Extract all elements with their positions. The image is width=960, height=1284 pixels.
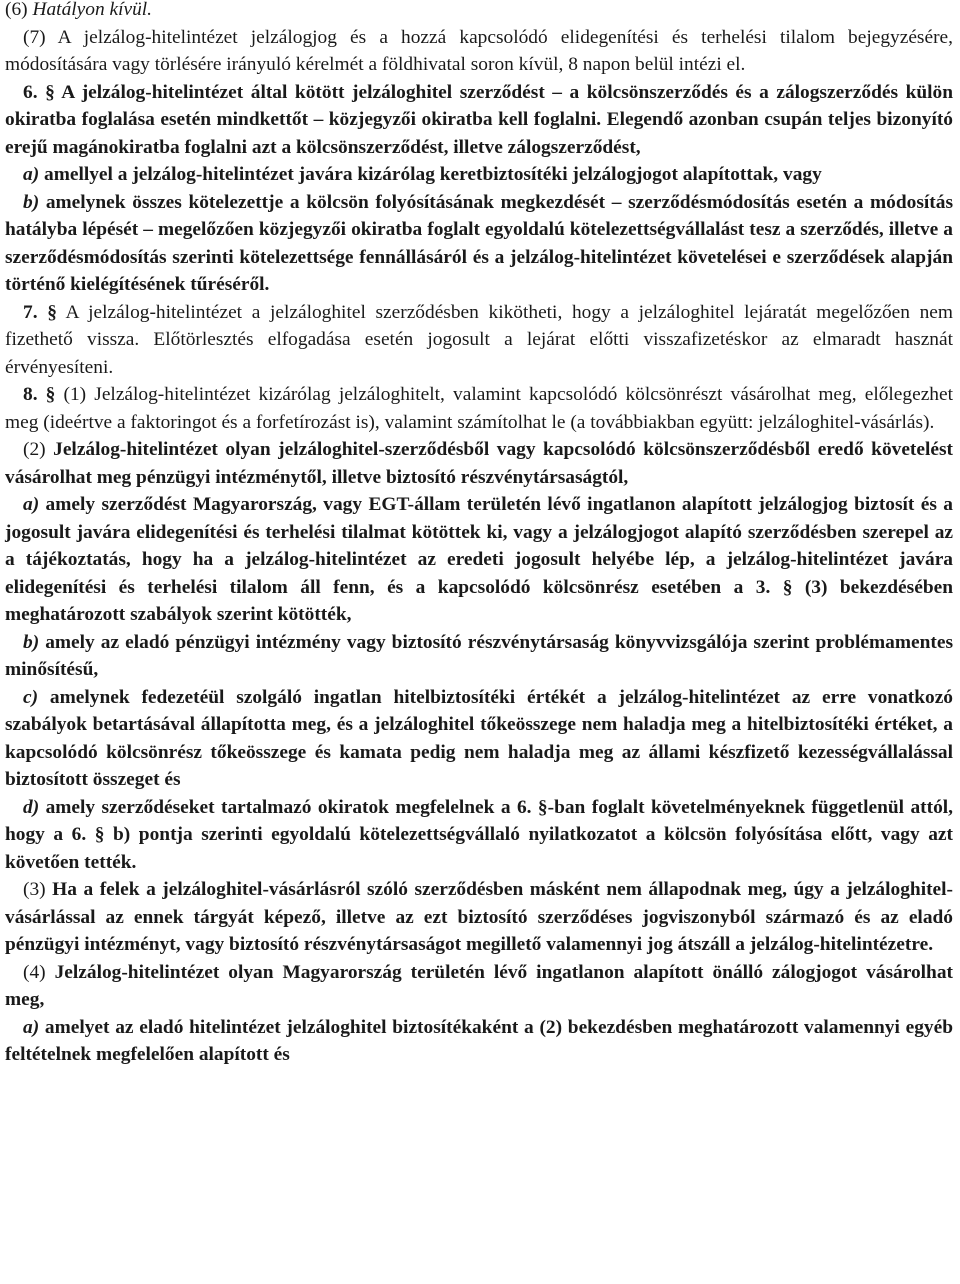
- point-label: b): [23, 191, 40, 213]
- section-text: A jelzálog-hitelintézet a jelzáloghitel szerződésben kikötheti, hogy a jelzáloghitel lejáratát megelőzően nem fizethető vissza. Előtörlesztés elfogadása esetén jogosult a lejárat előtti visszafizetéskor az elmaradt hasznát érvényesíteni.: [5, 301, 953, 378]
- section-8-paragraph-1: [5, 381, 953, 436]
- paragraph-label: (4): [23, 961, 46, 983]
- point-text: amely szerződést Magyarország, vagy EGT-állam területén lévő ingatlanon alapított jelzálogjog biztosít és a jogosult javára elidegenítési és terhelési tilalmat kötöttek ki, vagy a jelzálogjogot alapító szerződésben szerepel az a tájékoztatás, hogy ha a jelzálog-hitelintézet az eredeti jogosult helyébe lép, a jelzálog-hitelintézet javára elidegenítési és terhelési tilalom áll fenn, és a kapcsolódó kölcsönrész esetében a 3. § (3) bekezdésében meghatározott szabályok szerint kötötték,: [5, 494, 953, 625]
- section-8-paragraph-3: [5, 876, 953, 959]
- section-text: (1) Jelzálog-hitelintézet kizárólag jelzáloghitelt, valamint kapcsolódó kölcsönrészt vásárolhat meg, előlegezhet meg (ideértve a faktoringot és a forfetírozást is), valamint számítolhat le (a továbbiakban együtt: jelzáloghitel-vásárlás).: [5, 384, 953, 433]
- section-6-intro: 6. § A jelzálog-hitelintézet által kötött jelzáloghitel szerződést – a kölcsönszerződés és a zálogszerződés külön okiratba foglalása esetén mindkettőt – közjegyzői okiratba kell foglalni. Elegendő azonban csupán teljes bizonyító erejű magánokiratba foglalni azt a kölcsönszerződést, illetve zálogszerződést,: [5, 81, 953, 158]
- section-8-point-a: [5, 491, 953, 629]
- point-label: c): [23, 686, 39, 708]
- point-label: a): [23, 1016, 40, 1038]
- section-6-point-b: [5, 189, 953, 299]
- paragraph-label: (2): [23, 439, 46, 460]
- paragraph-label: (3): [23, 879, 46, 900]
- section-6-point-a: [5, 161, 953, 189]
- section-8-point-b: [5, 629, 953, 684]
- paragraph-label: (6): [5, 0, 28, 20]
- paragraph-7: (7) A jelzálog-hitelintézet jelzálogjog és a hozzá kapcsolódó elidegenítési és terhelési tilalom bejegyzésére, módosítására vagy törlésére irányuló kérelmét a földhivatal soron kívül, 8 napon belül intézi el.: [5, 26, 953, 75]
- section-8-paragraph-2: [5, 436, 953, 491]
- paragraph-text: Ha a felek a jelzáloghitel-vásárlásról szóló szerződésben másként nem állapodnak meg, úgy a jelzáloghitel-vásárlással az ennek tárgyát képező, illetve az ezt biztosító szerződéses jogviszonyból származó és az eladó pénzügyi intézményt, vagy biztosító részvénytársaságot megillető valamennyi jog átszáll a jelzálog-hitelintézetre.: [5, 879, 953, 955]
- section-8-paragraph-4-point-a: [5, 1014, 953, 1069]
- point-text: amely szerződéseket tartalmazó okiratok megfelelnek a 6. §-ban foglalt követelményeknek függetlenül attól, hogy a 6. § b) pontja szerinti egyoldalú kötelezettségvállaló nyilatkozatot a kölcsön folyósítása előtt, vagy azt követően tették.: [5, 796, 953, 873]
- point-label: a): [23, 164, 40, 185]
- paragraph-6-repealed: [5, 0, 953, 24]
- repealed-text: Hatályon kívül.: [32, 0, 153, 20]
- section-8-point-c: [5, 684, 953, 794]
- paragraph-text: Jelzálog-hitelintézet olyan jelzáloghitel-szerződésből vagy kapcsolódó kölcsönszerződésből eredő követelést vásárolhat meg pénzügyi intézménytől, illetve biztosító részvénytársaságtól,: [5, 439, 953, 488]
- point-label: b): [23, 631, 40, 653]
- point-text: amellyel a jelzálog-hitelintézet javára kizárólag keretbiztosítéki jelzálogjogot alapítottak, vagy: [39, 164, 822, 185]
- section-7: [5, 299, 953, 382]
- section-number: 8. §: [23, 384, 56, 405]
- point-text: amely az eladó pénzügyi intézmény vagy biztosító részvénytársaság könyvvizsgálója szerint problémamentes minősítésű,: [5, 631, 953, 680]
- point-label: a): [23, 494, 40, 515]
- section-number: 7. §: [23, 301, 57, 323]
- paragraph-text: Jelzálog-hitelintézet olyan Magyarország területén lévő ingatlanon alapított önálló zálogjogot vásárolhat meg,: [5, 961, 953, 1010]
- point-label: d): [23, 796, 40, 818]
- point-text: amelynek összes kötelezettje a kölcsön folyósításának megkezdését – szerződésmódosítás esetén a módosítás hatályba lépését – megelőzően közjegyzői okiratba foglalt egyoldalú kötelezettségvállalást tesz a szerződés, illetve a szerződésmódosítás szerinti kötelezettsége fennállásáról és a jelzálog-hitelintézet követelései e szerződések alapján történő kielégítésének tűréséről.: [5, 191, 953, 295]
- section-8-point-d: [5, 794, 953, 877]
- point-text: amelynek fedezetéül szolgáló ingatlan hitelbiztosítéki értékét a jelzálog-hitelintézet az erre vonatkozó szabályok betartásával állapította meg, és a jelzáloghitel tőkeösszege nem haladja meg a hitelbiztosítéki értéket, a kapcsolódó kölcsönrész tőkeösszege és kamata pedig nem haladja meg az állami készfizető kezességvállalással biztosított összeget és: [5, 686, 953, 790]
- point-text: amelyet az eladó hitelintézet jelzáloghitel biztosítékaként a (2) bekezdésben meghatározott valamennyi egyéb feltételnek megfelelően alapított és: [5, 1016, 953, 1065]
- section-8-paragraph-4: [5, 959, 953, 1014]
